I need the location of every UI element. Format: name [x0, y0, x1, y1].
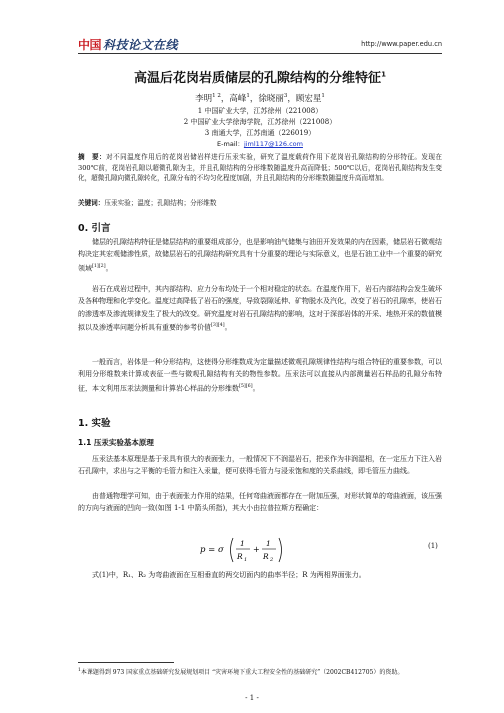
frac1-denominator: R [237, 552, 243, 561]
paragraph-end: 。 [224, 323, 232, 332]
abstract-label: 摘 要： [78, 153, 107, 161]
author-1: 李明 [195, 94, 213, 104]
paragraph-text: 一般而言，岩体是一种分形结构，这使得分形维数成为定量描述微观孔隙规律性结构与组合特征的重要参数，可以利用分形维数来计算或表征一些与微观孔隙结构有关的物性参数。压汞法可以直接从内部测量岩石样品的孔隙分布特征，本文利用压汞法测量和计算岩心样品的分形维数 [78, 358, 442, 392]
keywords-label: 关键词： [78, 199, 105, 207]
section-1-paragraph-2: 由普通物理学可知，由于表面张力作用的结果，任何弯曲液面都存在一附加压强，对形状简单的弯曲液面，该压强的方向与液面的凹向一致(如图 1-1 中箭头所指)，其大小由拉普拉斯方程确定： [78, 492, 442, 513]
section-0-paragraph-2 [78, 283, 442, 334]
section-0-heading: 0. 引言 [78, 223, 111, 234]
citation: [3][4] [211, 322, 225, 328]
plus-sign: + [253, 545, 260, 554]
logo-text-b: 科技论文在线 [103, 37, 179, 52]
frac2-subscript: 2 [270, 557, 274, 563]
author-list: 李明$^{1 2}$，高峰$^1$，徐晓丽$^3$，顾宏星$^1$ [195, 93, 325, 104]
equation-number: (1) [428, 542, 438, 550]
abstract-text: 对不同温度作用后的花岗岩储岩样进行压汞实验，研究了温度载荷作用下花岗岩孔隙结构的分形特征。发现在 300℃前，花岗岩孔隙以超微孔隙为主，并且孔隙结构的分形维数随温度升高而降低；500℃以后，花岗岩孔隙结构发生变化，超微孔隙向微孔隙转化，孔隙分布的不均匀化程度加剧，并且孔隙结构的分形维数随温度升高而增加。 [78, 153, 443, 182]
email-link[interactable]: jiml117@126.com [243, 140, 303, 148]
paragraph-text: 岩石在成岩过程中，其内部结构、应力分布均处于一个相对稳定的状态。在温度作用下，岩石内部结构会发生破坏及各种物理和化学变化。温度过高降低了岩石的强度，导致裂隙延伸、矿物脱水及汽化，改变了岩石的孔隙率，使岩石的渗透率及渗流规律发生了极大的改变。研究温度对岩石孔隙结构的影响，这对于深部岩体的开采、地热开采的数值模拟以及渗透率问题分析具有重要的参考价值 [78, 285, 442, 332]
footnote [78, 666, 442, 678]
header-divider [78, 53, 442, 54]
section-1-paragraph-3: 式(1)中，R₁、R₂ 为弯曲液面在互相垂直的两交切面内的曲率半径；R 为两相界面张力。 [92, 571, 366, 579]
author-2: 高峰 [229, 94, 247, 104]
subsection-1-1-heading: 1.1 压汞实验基本原理 [78, 438, 154, 447]
author-1-sup: 1 2 [212, 93, 221, 100]
affiliation-3: 3 南通大学，江苏南通（226019） [204, 129, 316, 137]
affiliation-2: 2 中国矿业大学徐海学院，江苏徐州（221008） [183, 118, 337, 126]
site-logo[interactable] [78, 37, 178, 51]
email-label: E-mail： [217, 140, 244, 148]
frac1-numerator: 1 [240, 539, 245, 548]
author-3-sup: 3 [283, 93, 288, 100]
logo-text-a: 中国 [78, 37, 102, 52]
keywords [78, 197, 442, 207]
footnote-text: 本课题得到 973 国家重点基础研究发展规划项目 “灾害环境下重大工程安全性的基础研究”（2002CB412705）的资助。 [80, 669, 404, 676]
section-1-heading: 1. 实验 [78, 418, 111, 429]
frac2-denominator: R [263, 552, 269, 561]
section-0-paragraph-1 [78, 236, 442, 274]
paper-title [78, 67, 442, 86]
paragraph-text: 储层的孔隙结构特征是储层结构的重要组成部分，也是影响油气储集与油田开发效果的内在因素，储层岩石微观结构决定其宏观储渗性质，故储层岩石的孔隙结构研究具有十分重要的理论与实际意义，也是石油工业中一个重要的研究领域 [78, 238, 442, 272]
laplace-equation [0, 533, 504, 563]
author-email [78, 139, 442, 148]
abstract [78, 152, 442, 184]
paper-title-text: 高温后花岗岩质储层的孔隙结构的分维特征 [134, 71, 382, 86]
title-footnote-mark: 1 [381, 70, 386, 79]
section-1-paragraph-1: 压汞法基本原理是基于汞具有很大的表面张力，一般情况下不润湿岩石，把汞作为非润湿相，在一定压力下注入岩石孔隙中，求出与之平衡的毛管力和注入汞量，便可获得毛管力与浸汞饱和度的关系曲线，即毛管压力曲线。 [78, 455, 442, 476]
page-number: - 1 - [245, 694, 259, 702]
section-0-paragraph-3 [78, 356, 442, 394]
citation: [1][2] [92, 263, 106, 269]
footnote-divider [78, 662, 174, 663]
equation-graphic [200, 535, 310, 565]
footnote-mark: 1 [78, 668, 81, 673]
left-paren [231, 538, 234, 562]
equation-lhs: p = σ [200, 545, 224, 555]
affiliation-1: 1 中国矿业大学，江苏徐州（221008） [197, 107, 323, 115]
author-3: 徐晓丽 [258, 94, 284, 104]
author-2-sup: 1 [246, 93, 250, 100]
paragraph-end: 。 [252, 383, 260, 392]
paragraph-end: 。 [105, 263, 113, 272]
site-url[interactable]: http://www.paper.edu.cn [361, 40, 442, 48]
citation: [5][6] [239, 383, 253, 389]
frac1-subscript: 1 [244, 557, 248, 563]
frac2-numerator: 1 [266, 539, 271, 548]
header-bar [78, 37, 442, 53]
keywords-text: 压汞实验；温度；孔隙结构；分形维数 [104, 199, 217, 207]
author-4: 顾宏星 [295, 94, 322, 104]
right-paren [279, 538, 282, 562]
author-4-sup: 1 [321, 93, 325, 100]
